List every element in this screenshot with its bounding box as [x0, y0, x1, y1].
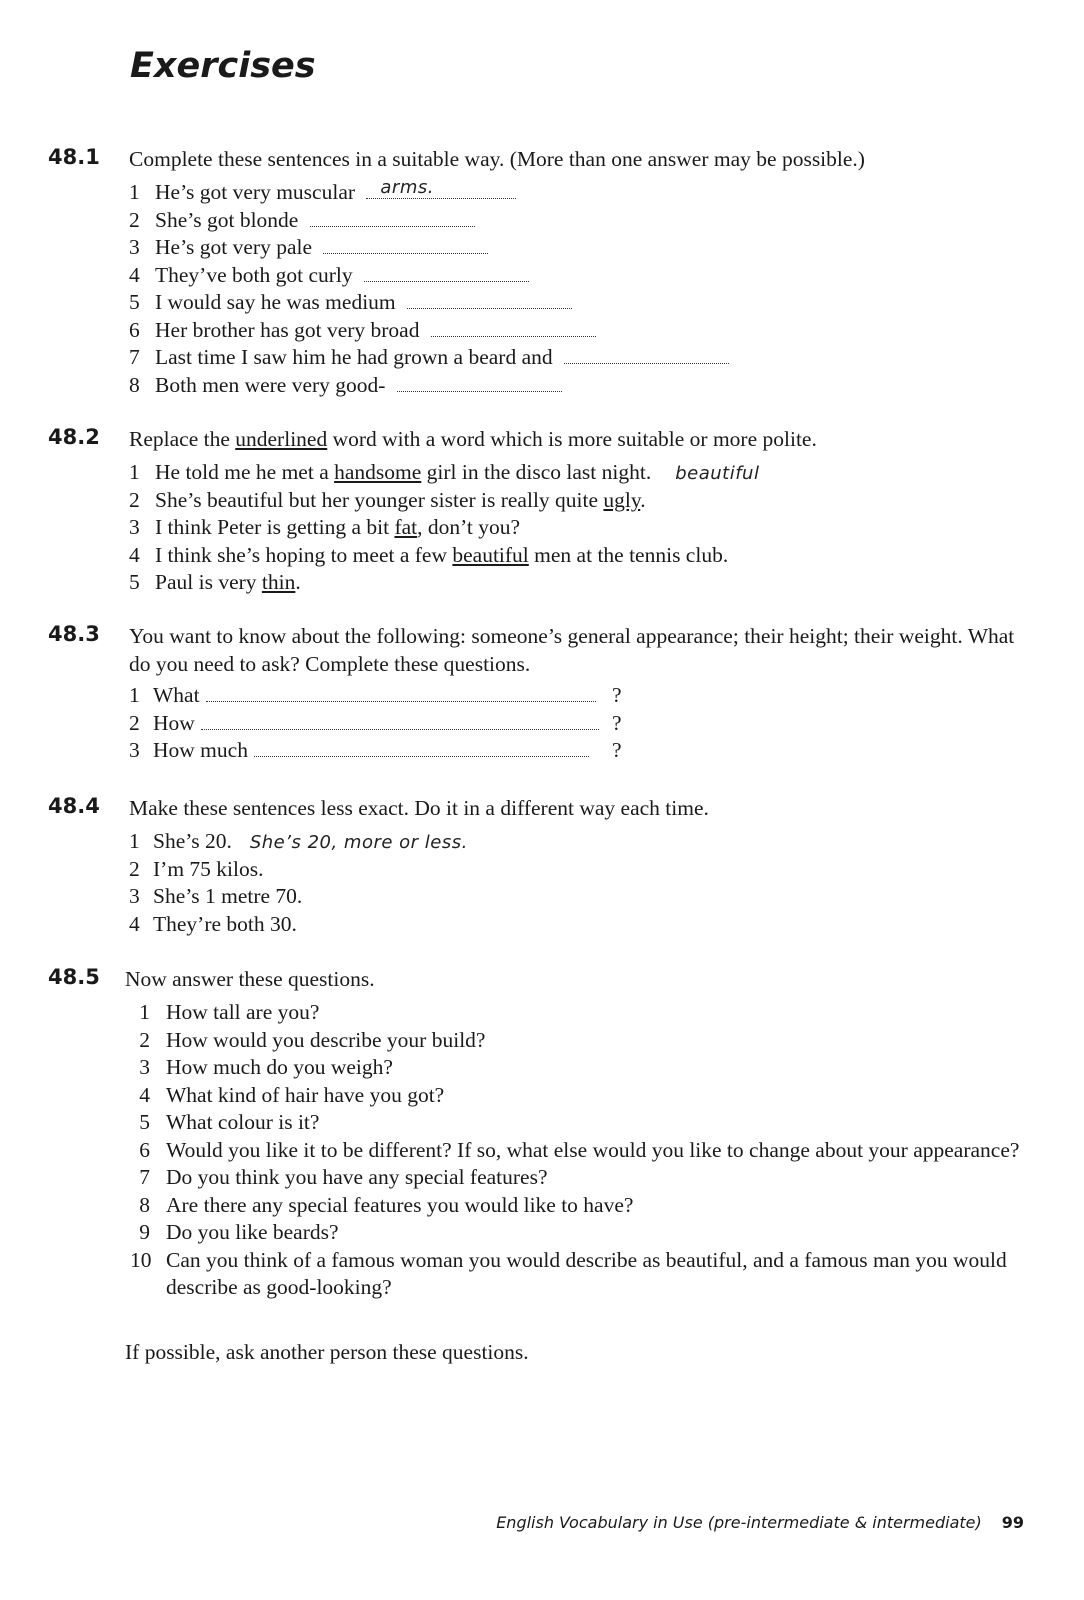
item-text: I’m 75 kilos. — [153, 856, 264, 881]
item-text: She’s beautiful but her younger sister is really quite ugly. — [155, 487, 646, 512]
answer-blank[interactable] — [397, 373, 562, 392]
item-number: 5 — [129, 290, 140, 314]
exercise-instruction: Now answer these questions. — [125, 967, 375, 991]
item-text: They’re both 30. — [153, 911, 297, 936]
question-mark: ? — [612, 683, 622, 707]
item-text: He’s got very muscular — [155, 180, 356, 204]
list-item — [0, 459, 1084, 487]
item-number: 5 — [139, 1110, 150, 1134]
exercise-number: 48.3 — [48, 622, 100, 646]
question-mark: ? — [612, 738, 622, 762]
list-item — [0, 682, 1084, 710]
item-text: How — [153, 710, 195, 735]
list-item — [0, 234, 1084, 262]
list-item — [0, 1192, 1084, 1220]
item-text: She’s got blonde — [155, 207, 299, 232]
list-item — [0, 1027, 1084, 1055]
item-number: 2 — [139, 1027, 150, 1052]
item-text: I think Peter is getting a bit fat, don’t you? — [155, 515, 521, 539]
list-item — [0, 828, 1084, 856]
list-item — [0, 1247, 1084, 1302]
item-number: 3 — [139, 1055, 150, 1079]
item-number: 3 — [129, 235, 140, 259]
list-item — [0, 710, 1084, 738]
answer-blank[interactable] — [310, 208, 475, 227]
item-number: 3 — [129, 515, 140, 539]
list-item — [0, 1082, 1084, 1110]
exercise-instruction: Complete these sentences in a suitable way. (More than one answer may be possible.) — [129, 147, 865, 171]
item-number: 1 — [129, 683, 140, 707]
item-text: Her brother has got very broad — [155, 317, 420, 342]
item-number: 4 — [129, 262, 140, 287]
exercise-instruction: Replace the underlined word with a word which is more suitable or more polite. — [129, 427, 817, 451]
item-text: Do you think you have any special features? — [166, 1165, 548, 1189]
list-item — [0, 344, 1084, 372]
item-text: She’s 1 metre 70. — [153, 884, 303, 908]
item-number: 4 — [129, 911, 140, 936]
item-number: 6 — [139, 1137, 150, 1162]
list-item — [0, 1054, 1084, 1082]
item-number: 1 — [129, 460, 140, 484]
item-number: 6 — [129, 317, 140, 342]
exercise-number: 48.1 — [48, 145, 100, 169]
item-number: 3 — [129, 884, 140, 908]
item-text: She’s 20. — [153, 829, 232, 853]
item-text: He told me he met a handsome girl in the disco last night. beautiful — [155, 460, 760, 484]
item-text: What colour is it? — [166, 1110, 320, 1134]
answer-blank[interactable] — [407, 290, 572, 309]
handwritten-answer: beautiful — [675, 463, 760, 484]
list-item — [0, 487, 1084, 515]
list-item — [0, 317, 1084, 345]
item-text: I think she’s hoping to meet a few beautiful men at the tennis club. — [155, 542, 729, 567]
closing-instruction: If possible, ask another person these questions. — [125, 1340, 529, 1364]
item-text: Can you think of a famous woman you would describe as beautiful, and a famous man you would describe as good-looking? — [166, 1247, 1007, 1299]
item-number: 2 — [129, 207, 140, 232]
exercise-number: 48.4 — [48, 794, 100, 818]
item-text: What — [153, 683, 200, 707]
item-text: Do you like beards? — [166, 1220, 339, 1244]
item-number: 1 — [139, 1000, 150, 1024]
item-text: What kind of hair have you got? — [166, 1082, 445, 1107]
item-number: 4 — [129, 542, 140, 567]
exercise-instruction: Make these sentences less exact. Do it in a different way each time. — [129, 796, 709, 820]
answer-blank[interactable] — [206, 683, 596, 702]
list-item — [0, 911, 1084, 939]
item-text: Both men were very good- — [155, 372, 386, 397]
page-footer — [496, 1513, 1024, 1532]
item-number: 10 — [130, 1247, 152, 1272]
list-item — [0, 1137, 1084, 1165]
list-item — [0, 883, 1084, 911]
question-mark: ? — [612, 710, 622, 735]
item-number: 2 — [129, 856, 140, 881]
item-text: How would you describe your build? — [166, 1027, 486, 1052]
list-item — [0, 262, 1084, 290]
list-item — [0, 856, 1084, 884]
list-item — [0, 999, 1084, 1027]
item-number: 8 — [129, 372, 140, 397]
item-number: 7 — [129, 345, 140, 369]
item-text: They’ve both got curly — [155, 262, 353, 287]
answer-blank[interactable] — [201, 711, 599, 730]
list-item — [0, 1164, 1084, 1192]
item-number: 7 — [139, 1165, 150, 1189]
item-number: 2 — [129, 487, 140, 512]
book-title: English Vocabulary in Use (pre-intermediate & intermediate) — [496, 1513, 982, 1532]
page-number: 99 — [1001, 1513, 1024, 1532]
handwritten-answer: arms. — [380, 177, 434, 198]
item-text: How much — [153, 738, 248, 762]
item-number: 8 — [139, 1192, 150, 1217]
answer-blank[interactable] — [431, 318, 596, 337]
list-item — [0, 1109, 1084, 1137]
item-text: How much do you weigh? — [166, 1055, 393, 1079]
list-item — [0, 737, 1084, 765]
list-item — [0, 372, 1084, 400]
item-text: Paul is very thin. — [155, 570, 301, 594]
item-number: 5 — [129, 570, 140, 594]
list-item — [0, 569, 1084, 597]
item-number: 1 — [129, 829, 140, 853]
answer-blank[interactable] — [366, 177, 516, 199]
item-number: 3 — [129, 738, 140, 762]
list-item — [0, 514, 1084, 542]
answer-blank[interactable] — [564, 345, 729, 364]
answer-blank[interactable] — [323, 235, 488, 254]
page-title: Exercises — [130, 46, 316, 86]
handwritten-answer: She’s 20, more or less. — [249, 832, 468, 853]
item-number: 9 — [139, 1220, 150, 1244]
item-text: I would say he was medium — [155, 290, 396, 314]
exercise-instruction: You want to know about the following: someone’s general appearance; their height; their weight. What do you need to ask? Complete these questions. — [129, 624, 1015, 676]
list-item — [0, 179, 1084, 207]
list-item — [0, 1219, 1084, 1247]
exercise-number: 48.2 — [48, 425, 100, 449]
item-number: 2 — [129, 710, 140, 735]
item-text: Are there any special features you would like to have? — [166, 1192, 634, 1217]
list-item — [0, 207, 1084, 235]
list-item — [0, 542, 1084, 570]
item-text: How tall are you? — [166, 1000, 320, 1024]
exercise-number: 48.5 — [48, 965, 100, 989]
item-number: 1 — [129, 180, 140, 204]
item-number: 4 — [139, 1082, 150, 1107]
answer-blank[interactable] — [254, 738, 589, 757]
list-item — [0, 289, 1084, 317]
answer-blank[interactable] — [364, 263, 529, 282]
item-text: Would you like it to be different? If so, what else would you like to change about your appearance? — [166, 1137, 1020, 1162]
item-text: Last time I saw him he had grown a beard and — [155, 345, 553, 369]
item-text: He’s got very pale — [155, 235, 313, 259]
